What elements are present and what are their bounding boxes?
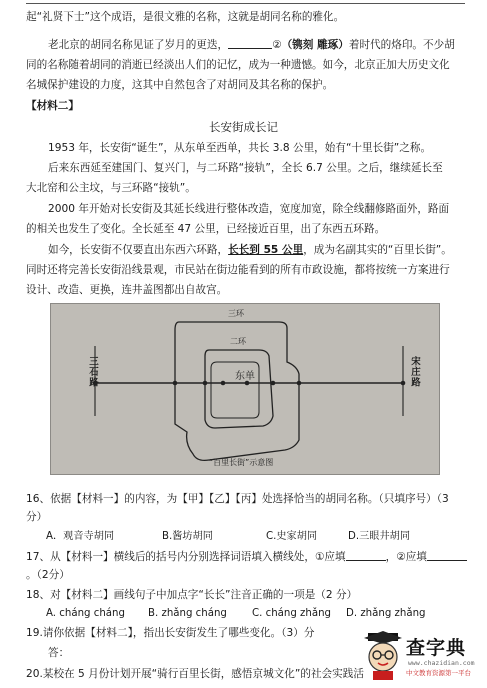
answer-blank[interactable] — [427, 550, 467, 561]
logo-url: www.chazidian.com — [408, 659, 475, 667]
underlined-sentence: 长长到 55 公里 — [228, 244, 304, 256]
text-line: 大北窑和公主坟，与三环路“接轨”。 — [26, 182, 196, 194]
text-line: 的相关也发生了变化。全长延至 47 公里，已经接近百里，出了东西五环路。 — [26, 223, 386, 235]
question-17-points: 。（2分） — [26, 569, 70, 581]
text-line: 设计、改造、更换，连井盖图都出自故宫。 — [26, 284, 228, 296]
answer-blank[interactable] — [346, 550, 386, 561]
word-choice: （镌刻 雕琢） — [281, 39, 349, 51]
blank-label: ② — [272, 39, 282, 51]
route-node — [173, 381, 178, 386]
route-node — [203, 381, 208, 386]
question-16-points: 分） — [26, 511, 48, 523]
question-16: 16、依据【材料一】的内容，为【甲】【乙】【丙】处选择恰当的胡同名称。（只填序号）（3 — [26, 493, 449, 505]
text-line — [48, 38, 467, 52]
answer-label: 答： — [48, 647, 70, 659]
route-node — [271, 381, 276, 386]
label-second-ring: 二环 — [230, 337, 246, 346]
text-line: 2000 年开始对长安街及其延长线进行整体改造，宽度加宽，除全线翻修路面外，路面 — [48, 203, 450, 215]
text-span: ，成为名副其实的“百里长街”。 — [303, 244, 452, 256]
text-line: 1953 年，长安街“诞生”，从东单至西单，共长 3.8 公里，始有“十里长街”之称。 — [48, 142, 432, 154]
route-node — [401, 381, 406, 386]
text-span: ，②应填 — [385, 551, 427, 563]
route-node — [221, 381, 226, 386]
label-third-ring: 三环 — [228, 309, 244, 318]
label-west-end: 三石路 — [87, 356, 98, 388]
q16-option-c[interactable]: C.史家胡同 — [266, 531, 318, 542]
text-line: 同时还将完善长安街沿线景观，市民站在街边能看到的所有市政设施，都将按统一方案进行 — [26, 264, 450, 276]
text-span: 着时代的烙印。不少胡 — [348, 39, 455, 51]
question-20: 20.某校在 5 月份计划开展“骑行百里长街，感悟京城文化”的社会实践活 — [26, 668, 364, 680]
logo-name: 查字典 — [406, 637, 467, 659]
q18-option-c[interactable]: C. cháng zhǎng — [252, 608, 332, 619]
chazidian-logo — [362, 631, 480, 683]
changan-street-diagram — [50, 303, 440, 475]
text-span: 17、从【材料一】横线后的括号内分别选择词语填入横线处，①应填 — [26, 551, 346, 563]
ring-road-map — [51, 304, 439, 474]
text-line: 后来东西延至建国门、复兴门，与二环路“接轨”，全长 6.7 公里。之后，继续延长至 — [48, 162, 443, 174]
text-line — [48, 243, 467, 257]
route-node — [297, 381, 302, 386]
logo-tagline: 中文教育资源第一平台 — [406, 669, 471, 677]
q16-option-a[interactable]: A．观音寺胡同 — [46, 531, 115, 542]
question-17 — [26, 550, 467, 564]
question-19: 19.请你依据【材料二】，指出长安街发生了哪些变化。（3）分 — [26, 627, 315, 639]
mascot-icon — [362, 631, 404, 681]
text-span: 如今，长安街不仅要直出东西六环路， — [48, 244, 229, 256]
text-line: 同的名称随着胡同的消逝已经淡出人们的记忆，成为一种遗憾。如今，北京正加大历史文化 — [26, 59, 450, 71]
section-heading: 【材料二】 — [26, 100, 79, 112]
label-east-end: 宋庄路 — [409, 356, 420, 388]
text-line: 起“礼贤下士”这个成语，是很文雅的名称，这就是胡同名称的雅化。 — [26, 11, 345, 23]
q18-option-d[interactable]: D. zhǎng zhǎng — [346, 608, 426, 619]
answer-blank[interactable] — [228, 38, 272, 49]
q18-option-b[interactable]: B. zhǎng cháng — [148, 608, 227, 619]
q18-option-a[interactable]: A. cháng cháng — [46, 608, 125, 619]
text-span: 老北京的胡同名称见证了岁月的更迭， — [48, 39, 229, 51]
top-rule — [26, 3, 465, 4]
text-line: 名城保护建设的力度，这其中自然包含了对胡同及其名称的保护。 — [26, 79, 334, 91]
q16-option-b[interactable]: B.酱坊胡同 — [162, 531, 213, 542]
answer-line[interactable] — [48, 646, 347, 660]
q16-option-d[interactable]: D.三眼井胡同 — [348, 531, 411, 542]
question-18: 18、对【材料二】画线句子中加点字“长长”注音正确的一项是（2 分） — [26, 589, 358, 601]
article-title: 长安街成长记 — [209, 120, 278, 134]
figure-caption: “百里长街”示意图 — [209, 458, 274, 467]
label-dongdan: 东单 — [235, 371, 255, 382]
